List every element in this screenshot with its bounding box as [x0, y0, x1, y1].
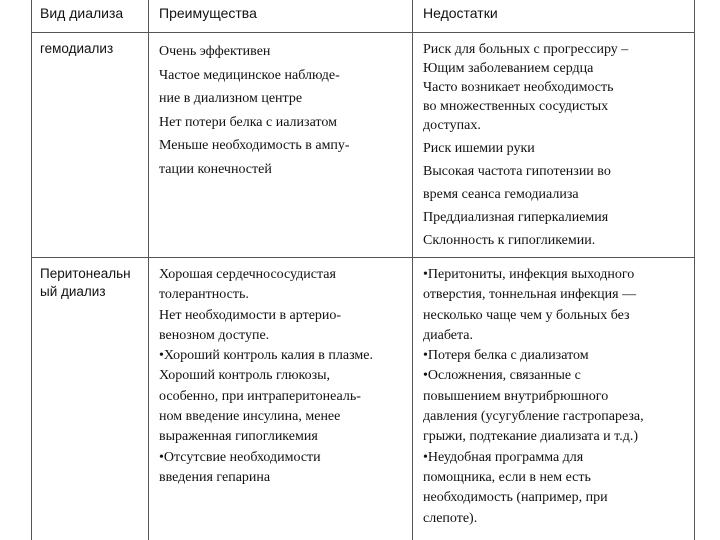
row1-dis-line: во множественных сосудистых — [423, 99, 609, 114]
row2-advantages — [159, 265, 373, 488]
row2-dis-line: •Неудобная программа для — [423, 449, 584, 465]
dialysis-comparison-table — [31, 0, 695, 540]
row2-dis-line: давления (усугубление гастропареза, — [423, 409, 644, 425]
table-border-right — [694, 0, 695, 540]
row1-dis-line: Риск ишемии руки — [423, 141, 535, 156]
row2-dis-line: повышением внутрибрюшного — [423, 388, 609, 404]
row1-dis-line: Риск для больных с прогрессиру – — [423, 42, 629, 57]
row2-adv-line: особенно, при интраперитонеаль- — [159, 388, 361, 404]
row1-disadvantages — [423, 40, 628, 250]
row1-adv-line: ние в диализном центре — [159, 91, 303, 106]
row2-adv-line: Хорошая сердечнососудистая — [159, 267, 336, 282]
row2-adv-line: •Отсутсвие необходимости — [159, 449, 321, 465]
row2-adv-line: венозном доступе. — [159, 327, 270, 343]
column-divider-2 — [412, 0, 413, 540]
row2-type — [40, 265, 131, 301]
row1-dis-line: доступах. — [423, 118, 481, 133]
row1-dis-line: Высокая частота гипотензии во — [423, 164, 611, 179]
row1-adv-line: Меньше необходимость в ампу- — [159, 138, 350, 153]
row1-adv-line: тации конечностей — [159, 161, 272, 177]
row1-type-line: гемодиализ — [40, 41, 114, 56]
row-divider — [31, 257, 695, 258]
row2-dis-line: •Осложнения, связанные с — [423, 368, 581, 384]
row2-adv-line: выраженная гипогликемия — [159, 429, 318, 445]
row2-disadvantages — [423, 265, 644, 529]
header-disadvantages: Недостатки — [423, 5, 498, 21]
row2-type-line: ый диализ — [40, 284, 106, 299]
row2-dis-line: отверстия, тоннельная инфекция — — [423, 287, 637, 303]
row1-dis-line: Ющим заболеванием сердца — [423, 61, 594, 76]
row2-type-line: Перитонеальн — [40, 266, 131, 281]
row2-dis-line: необходимость (например, при — [423, 490, 608, 506]
header-divider — [31, 32, 695, 33]
row2-adv-line: Нет необходимости в артерио- — [159, 307, 342, 323]
header-dialysis-type: Вид диализа — [40, 5, 124, 21]
row2-dis-line: •Потеря белка с диализатом — [423, 348, 589, 364]
header-advantages: Преимущества — [159, 5, 257, 21]
table-border-left — [31, 0, 32, 540]
row1-dis-line: Часто возникает необходимость — [423, 80, 614, 95]
row1-dis-line: Склонность к гипогликемии. — [423, 233, 596, 248]
row1-adv-line: Очень эффективен — [159, 44, 271, 59]
row2-dis-line: несколько чаще чем у больных без — [423, 307, 630, 323]
column-divider-1 — [148, 0, 149, 540]
row2-adv-line: ном введение инсулина, менее — [159, 409, 341, 425]
row2-adv-line: Хороший контроль глюкозы, — [159, 368, 331, 384]
row1-adv-line: Нет потери белка с иализатом — [159, 114, 337, 130]
row2-adv-line: введения гепарина — [159, 469, 271, 485]
row2-adv-line: •Хороший контроль калия в плазме. — [159, 348, 374, 364]
row1-dis-line: время сеанса гемодиализа — [423, 187, 579, 202]
row1-advantages — [159, 40, 350, 181]
row2-dis-line: диабета. — [423, 327, 473, 343]
row2-dis-line: •Перитониты, инфекция выходного — [423, 267, 635, 282]
row2-adv-line: толерантность. — [159, 287, 249, 303]
row2-dis-line: слепоте). — [423, 510, 478, 526]
row2-dis-line: помощника, если в нем есть — [423, 469, 591, 485]
row1-adv-line: Частое медицинское наблюде- — [159, 67, 340, 83]
row1-type — [40, 40, 113, 58]
row1-dis-line: Преддиализная гиперкалиемия — [423, 210, 609, 225]
row2-dis-line: грыжи, подтекание диализата и т.д.) — [423, 429, 639, 445]
